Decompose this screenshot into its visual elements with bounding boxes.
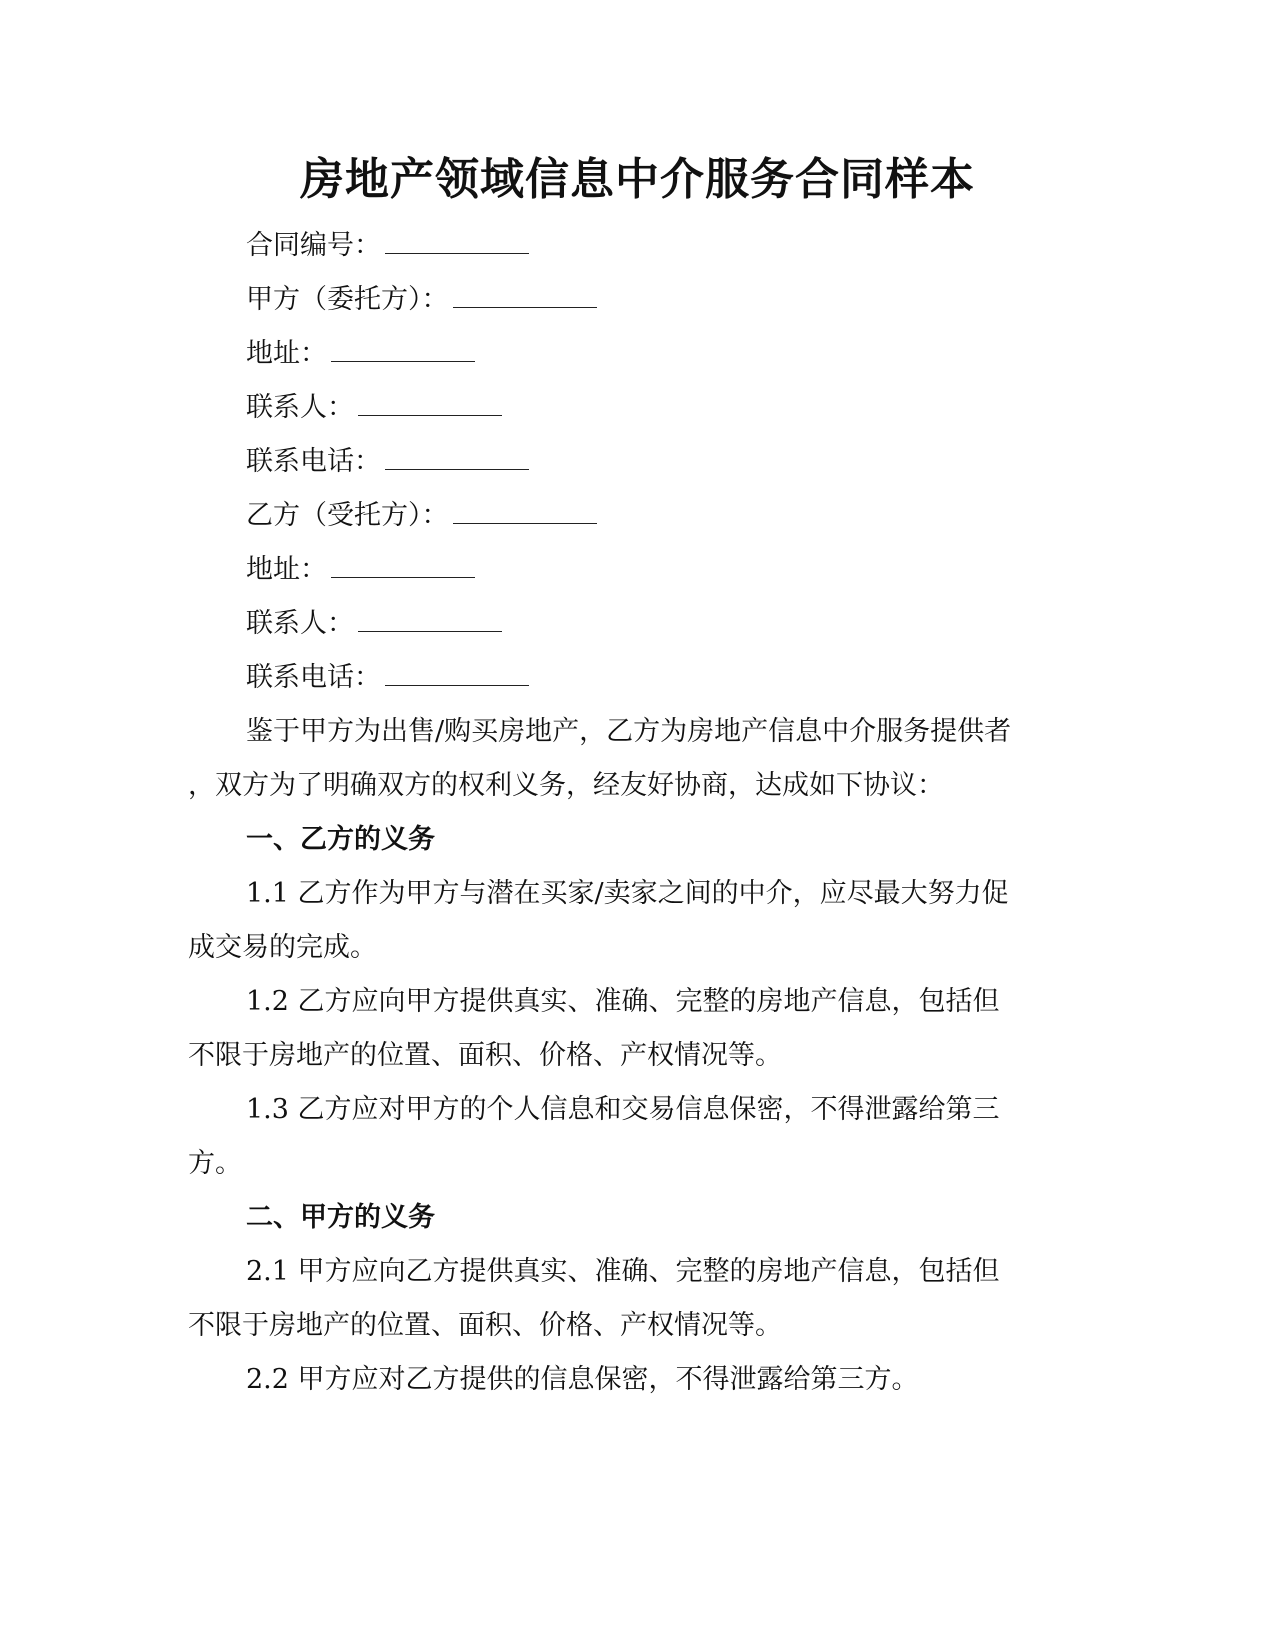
blank-line	[358, 607, 502, 632]
clause-2-1-line-2: 不限于房地产的位置、面积、价格、产权情况等。	[188, 1310, 782, 1341]
blank-line	[453, 499, 597, 524]
clause-1-1-line-1: 1.1 乙方作为甲方与潜在买家/卖家之间的中介，应尽最大努力促	[246, 878, 1009, 909]
clause-2-1-line-1: 2.1 甲方应向乙方提供真实、准确、完整的房地产信息，包括但	[246, 1256, 1000, 1287]
preamble-line-1: 鉴于甲方为出售/购买房地产，乙方为房地产信息中介服务提供者	[246, 716, 1012, 747]
blank-line	[453, 283, 597, 308]
blank-line	[331, 553, 475, 578]
field-label: 联系电话：	[246, 446, 381, 477]
document-title: 房地产领域信息中介服务合同样本	[300, 154, 975, 205]
party-b-address-field	[246, 550, 475, 590]
field-label: 联系人：	[246, 392, 354, 423]
party-a-contact-field	[246, 388, 502, 428]
section-1-heading: 一、乙方的义务	[246, 824, 435, 855]
party-b-field	[246, 496, 597, 536]
clause-1-3-line-2: 方。	[188, 1148, 242, 1179]
clause-1-1-line-2: 成交易的完成。	[188, 932, 377, 963]
party-a-phone-field	[246, 442, 529, 482]
blank-line	[385, 229, 529, 254]
clause-1-2-line-1: 1.2 乙方应向甲方提供真实、准确、完整的房地产信息，包括但	[246, 986, 1000, 1017]
field-label: 甲方（委托方）：	[246, 284, 449, 315]
blank-line	[385, 661, 529, 686]
blank-line	[331, 337, 475, 362]
contract-number-field	[246, 226, 529, 266]
party-a-field	[246, 280, 597, 320]
field-label: 乙方（受托方）：	[246, 500, 449, 531]
clause-1-3-line-1: 1.3 乙方应对甲方的个人信息和交易信息保密，不得泄露给第三	[246, 1094, 1000, 1125]
blank-line	[358, 391, 502, 416]
field-label: 联系电话：	[246, 662, 381, 693]
field-label: 联系人：	[246, 608, 354, 639]
section-2-heading: 二、甲方的义务	[246, 1202, 435, 1233]
clause-2-2-line-1: 2.2 甲方应对乙方提供的信息保密，不得泄露给第三方。	[246, 1364, 919, 1395]
preamble-line-2: ，双方为了明确双方的权利义务，经友好协商，达成如下协议：	[188, 770, 944, 801]
field-label: 地址：	[246, 554, 327, 585]
clause-1-2-line-2: 不限于房地产的位置、面积、价格、产权情况等。	[188, 1040, 782, 1071]
field-label: 地址：	[246, 338, 327, 369]
blank-line	[385, 445, 529, 470]
party-b-contact-field	[246, 604, 502, 644]
party-a-address-field	[246, 334, 475, 374]
party-b-phone-field	[246, 658, 529, 698]
field-label: 合同编号：	[246, 230, 381, 261]
